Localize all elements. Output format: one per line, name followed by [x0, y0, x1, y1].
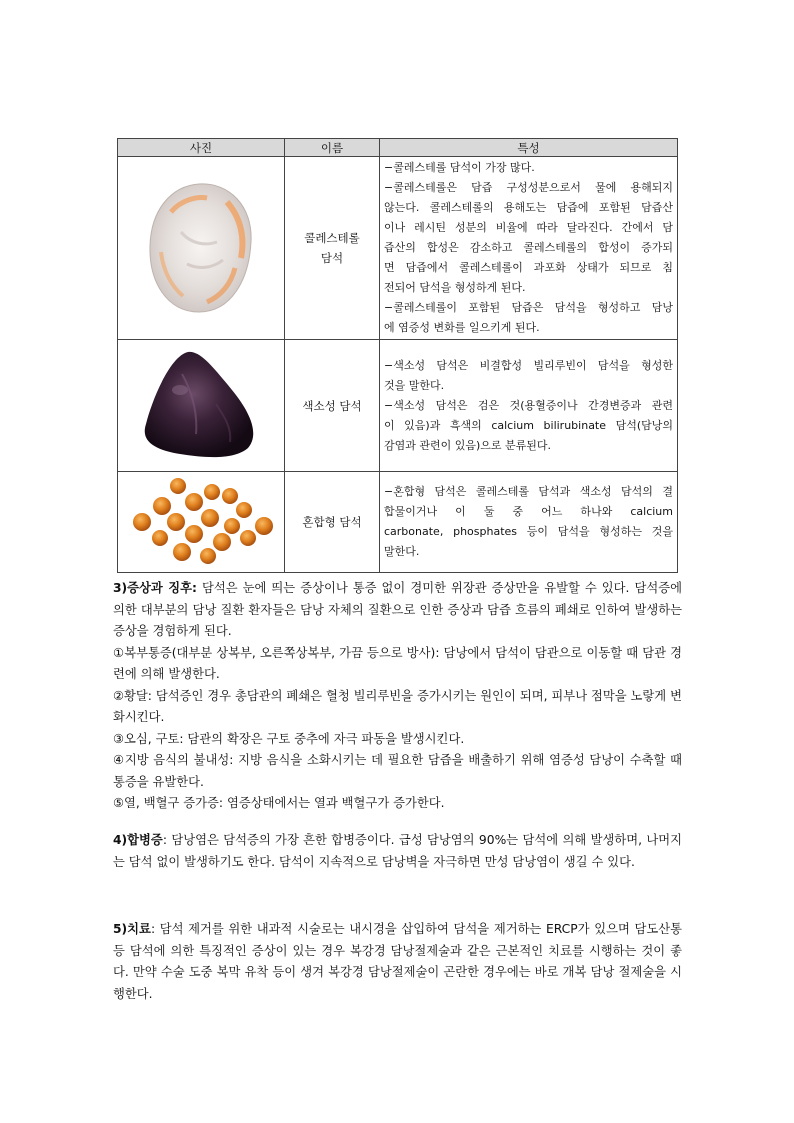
cholesterol-stone-name — [285, 157, 380, 340]
feature-line: −콜레스테롤은 담즙 구성성분으로서 물에 용해되지 — [384, 181, 673, 194]
header-name: 이름 — [285, 139, 380, 157]
table-row — [118, 472, 678, 573]
feature-line: −색소성 담석은 비결합성 빌리루빈이 담석을 형성한 — [384, 358, 673, 372]
name-line: 혼합형 담석 — [302, 515, 362, 529]
treatment-paragraph — [113, 919, 682, 1005]
mixed-stone-name — [285, 472, 380, 573]
symptoms-intro-text: 담석은 눈에 띄는 증상이나 통증 없이 경미한 위장관 증상만을 유발할 수 있다. 담석증에 의한 대부분의 담낭 질환 환자들은 담낭 자체의 질환으로 인한 증상과 담즙 흐름의 폐쇄로 인하여 발생하는 증상을 경험하게 된다. — [113, 581, 682, 638]
table-header-row — [118, 139, 678, 157]
name-line: 담석 — [320, 251, 344, 265]
feature-line: 감염과 관련이 있음)으로 분류된다. — [384, 438, 552, 452]
gallstone-table — [117, 138, 678, 573]
header-photo: 사진 — [118, 139, 285, 157]
feature-line: 말한다. — [384, 545, 420, 558]
pigment-stone-name — [285, 340, 380, 472]
cholesterol-stone-image — [141, 172, 261, 322]
feature-line: 합물이거나 이 둘 중 어느 하나와 calcium — [384, 505, 673, 518]
mixed-stone-photo — [118, 472, 285, 573]
feature-line: 면 담즙에서 콜레스테롤이 과포화 상태가 되므로 침 — [384, 261, 673, 274]
table-row — [118, 157, 678, 340]
feature-line: 이나 레시틴 성분의 비율에 따라 달라진다. 간에서 담 — [384, 221, 673, 234]
pigment-stone-image — [136, 344, 266, 464]
treatment-section — [113, 919, 682, 1005]
mixed-stone-features — [380, 472, 678, 573]
symptom-item: ⑤열, 백혈구 증가증: 염증상태에서는 열과 백혈구가 증가한다. — [113, 796, 445, 810]
feature-line: −혼합형 담석은 콜레스테롤 담석과 색소성 담석의 결 — [384, 485, 673, 498]
feature-line: −색소성 담석은 검은 것(용혈증이나 간경변증과 관련 — [384, 398, 673, 412]
symptom-item: ①복부통증(대부분 상복부, 오른쪽상복부, 가끔 등으로 방사): 담낭에서 담석이 담관으로 이동할 때 담관 경련에 의해 발생한다. — [113, 645, 682, 681]
symptom-item: ③오심, 구토: 담관의 확장은 구토 중추에 자극 파동을 발생시킨다. — [113, 731, 465, 746]
complications-section — [113, 830, 682, 873]
header-feature: 특성 — [380, 139, 678, 157]
symptom-item: ④지방 음식의 불내성: 지방 음식을 소화시키는 데 필요한 담즙을 배출하기 위해 염증성 담낭이 수축할 때 통증을 유발한다. — [113, 753, 682, 789]
complications-text: : 담낭염은 담석증의 가장 흔한 합병증이다. 급성 담낭염의 90%는 담석에 의해 발생하며, 나머지는 담석 없이 발생하기도 한다. 담석이 지속적으로 담낭벽을 자극하면 만성 담낭염이 생길 수 있다. — [113, 833, 682, 869]
feature-line: carbonate, phosphates 등이 담석을 형성하는 것을 — [384, 525, 673, 538]
feature-line: 이 있음)과 흑색의 calcium bilirubinate 담석(담낭의 — [384, 418, 673, 432]
symptoms-section — [113, 578, 682, 815]
complications-paragraph — [113, 830, 682, 873]
pigment-stone-photo — [118, 340, 285, 472]
feature-line: −콜레스테롤이 포함된 담즙은 담석을 형성하고 담낭 — [384, 301, 673, 314]
pigment-stone-features — [380, 340, 678, 472]
feature-line: 에 염증성 변화를 일으키게 된다. — [384, 321, 540, 334]
treatment-heading: 5)치료 — [113, 922, 151, 936]
treatment-text: : 담석 제거를 위한 내과적 시술로는 내시경을 삽입하여 담석을 제거하는 ERCP가 있으며 담도산통 등 담석에 의한 특징적인 증상이 있는 경우 복강경 담낭절제술과 같은 근본적인 치료를 시행하는 것이 좋다. 만약 수술 도중 복막 유착 등이 생겨 복강경 담낭절제술이 곤란한 경우에는 바로 개복 담낭 절제술을 시행한다. — [113, 922, 682, 1001]
table-row — [118, 340, 678, 472]
symptom-item: ②황달: 담석증인 경우 총담관의 폐쇄은 혈청 빌리루빈을 증가시키는 원인이 되며, 피부나 점막을 노랗게 변화시킨다. — [113, 688, 682, 724]
cholesterol-stone-photo — [118, 157, 285, 340]
feature-line: 않는다. 콜레스테롤의 용해도는 담즙에 포함된 담즙산 — [384, 201, 673, 214]
cholesterol-stone-features — [380, 157, 678, 340]
feature-line: −콜레스테롤 담석이 가장 많다. — [384, 161, 535, 174]
complications-heading: 4)합병증 — [113, 833, 163, 847]
name-line: 색소성 담석 — [302, 398, 362, 413]
mixed-stone-image — [126, 476, 276, 566]
name-line: 콜레스테롤 — [304, 231, 360, 245]
feature-line: 전되어 담석을 형성하게 된다. — [384, 281, 526, 294]
feature-line: 즙산의 합성은 감소하고 콜레스테롤의 합성이 증가되 — [384, 241, 673, 254]
symptoms-intro — [113, 578, 682, 643]
feature-line: 것을 말한다. — [384, 378, 445, 392]
symptoms-heading: 3)증상과 징후: — [113, 581, 197, 595]
